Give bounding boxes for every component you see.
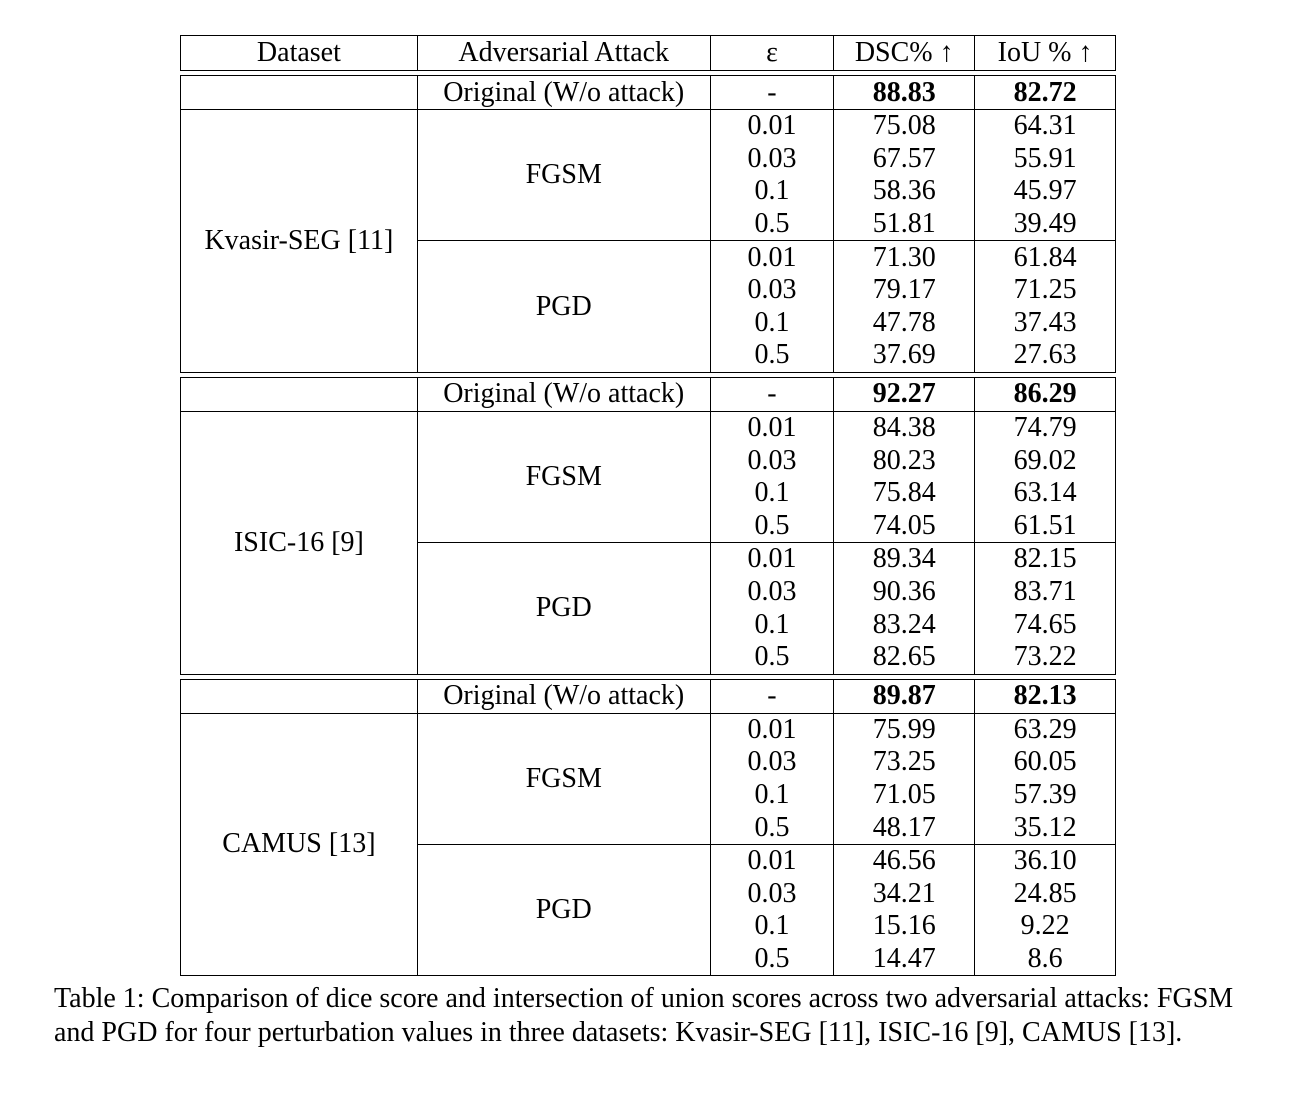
cell-dsc: 89.34 (834, 543, 975, 576)
cell-dsc: 80.23 (834, 444, 975, 477)
header-epsilon: ε (710, 36, 834, 71)
cell-epsilon: 0.1 (710, 175, 834, 208)
cell-iou: 74.65 (975, 608, 1116, 641)
empty-cell (181, 76, 418, 110)
cell-dsc: 75.84 (834, 477, 975, 510)
original-iou: 86.29 (975, 377, 1116, 411)
cell-iou: 60.05 (975, 746, 1116, 779)
original-label: Original (W/o attack) (417, 76, 710, 110)
header-iou: IoU % ↑ (975, 36, 1116, 71)
cell-dsc: 73.25 (834, 746, 975, 779)
cell-iou: 64.31 (975, 110, 1116, 143)
cell-epsilon: 0.1 (710, 910, 834, 943)
cell-dsc: 15.16 (834, 910, 975, 943)
cell-epsilon: 0.03 (710, 746, 834, 779)
results-table (180, 35, 1116, 976)
cell-iou: 82.15 (975, 543, 1116, 576)
cell-dsc: 46.56 (834, 844, 975, 877)
table-caption: Table 1: Comparison of dice score and intersection of union scores across two adversarial attacks: FGSM and PGD for four perturbation values in three datasets: Kvasir-SEG [11], ISIC-16 [9], CAMUS [13]. (54, 983, 1234, 1048)
cell-iou: 9.22 (975, 910, 1116, 943)
cell-iou: 35.12 (975, 811, 1116, 844)
cell-dsc: 84.38 (834, 411, 975, 444)
cell-epsilon: 0.03 (710, 444, 834, 477)
cell-iou: 74.79 (975, 411, 1116, 444)
cell-dsc: 74.05 (834, 510, 975, 543)
original-row (181, 679, 1116, 713)
attack-name: FGSM (417, 411, 710, 542)
cell-dsc: 79.17 (834, 274, 975, 307)
empty-cell (181, 679, 418, 713)
cell-dsc: 14.47 (834, 943, 975, 976)
cell-epsilon: 0.01 (710, 241, 834, 274)
cell-iou: 36.10 (975, 844, 1116, 877)
cell-iou: 27.63 (975, 339, 1116, 372)
cell-iou: 73.22 (975, 641, 1116, 674)
dataset-name: ISIC-16 [9] (181, 411, 418, 674)
cell-iou: 8.6 (975, 943, 1116, 976)
cell-iou: 83.71 (975, 576, 1116, 609)
attack-name: FGSM (417, 713, 710, 844)
cell-iou: 24.85 (975, 877, 1116, 910)
cell-epsilon: 0.01 (710, 110, 834, 143)
original-dsc: 92.27 (834, 377, 975, 411)
cell-dsc: 71.05 (834, 779, 975, 812)
cell-iou: 63.29 (975, 713, 1116, 746)
cell-iou: 37.43 (975, 307, 1116, 340)
cell-epsilon: 0.5 (710, 811, 834, 844)
header-dsc: DSC% ↑ (834, 36, 975, 71)
header-dataset: Dataset (181, 36, 418, 71)
cell-iou: 45.97 (975, 175, 1116, 208)
cell-dsc: 47.78 (834, 307, 975, 340)
original-dsc: 89.87 (834, 679, 975, 713)
cell-iou: 69.02 (975, 444, 1116, 477)
cell-dsc: 82.65 (834, 641, 975, 674)
attack-name: PGD (417, 543, 710, 674)
cell-epsilon: 0.1 (710, 307, 834, 340)
dataset-name: Kvasir-SEG [11] (181, 110, 418, 373)
original-label: Original (W/o attack) (417, 377, 710, 411)
table-row (181, 110, 1116, 143)
table-row (181, 713, 1116, 746)
table-header (181, 36, 1116, 71)
header-attack: Adversarial Attack (417, 36, 710, 71)
table-row (181, 411, 1116, 444)
cell-dsc: 71.30 (834, 241, 975, 274)
cell-iou: 71.25 (975, 274, 1116, 307)
original-label: Original (W/o attack) (417, 679, 710, 713)
header-row (181, 36, 1116, 71)
cell-epsilon: 0.03 (710, 274, 834, 307)
cell-dsc: 83.24 (834, 608, 975, 641)
cell-epsilon: 0.5 (710, 641, 834, 674)
attack-name: PGD (417, 241, 710, 372)
cell-epsilon: 0.1 (710, 477, 834, 510)
cell-epsilon: 0.5 (710, 208, 834, 241)
cell-epsilon: 0.03 (710, 877, 834, 910)
original-row (181, 377, 1116, 411)
cell-epsilon: 0.1 (710, 608, 834, 641)
cell-dsc: 67.57 (834, 143, 975, 176)
attack-name: PGD (417, 844, 710, 975)
cell-dsc: 75.99 (834, 713, 975, 746)
cell-iou: 63.14 (975, 477, 1116, 510)
cell-epsilon: 0.5 (710, 339, 834, 372)
dataset-name: CAMUS [13] (181, 713, 418, 976)
cell-epsilon: 0.5 (710, 510, 834, 543)
cell-dsc: 51.81 (834, 208, 975, 241)
cell-iou: 61.51 (975, 510, 1116, 543)
original-epsilon: - (710, 377, 834, 411)
cell-dsc: 37.69 (834, 339, 975, 372)
cell-epsilon: 0.01 (710, 411, 834, 444)
original-iou: 82.13 (975, 679, 1116, 713)
cell-dsc: 34.21 (834, 877, 975, 910)
cell-epsilon: 0.01 (710, 543, 834, 576)
cell-epsilon: 0.03 (710, 143, 834, 176)
original-dsc: 88.83 (834, 76, 975, 110)
cell-epsilon: 0.1 (710, 779, 834, 812)
cell-iou: 39.49 (975, 208, 1116, 241)
original-iou: 82.72 (975, 76, 1116, 110)
cell-dsc: 58.36 (834, 175, 975, 208)
table-body (181, 71, 1116, 976)
cell-epsilon: 0.5 (710, 943, 834, 976)
cell-dsc: 90.36 (834, 576, 975, 609)
attack-name: FGSM (417, 110, 710, 241)
original-epsilon: - (710, 76, 834, 110)
cell-epsilon: 0.01 (710, 713, 834, 746)
original-row (181, 76, 1116, 110)
cell-dsc: 48.17 (834, 811, 975, 844)
cell-epsilon: 0.01 (710, 844, 834, 877)
cell-iou: 55.91 (975, 143, 1116, 176)
cell-iou: 57.39 (975, 779, 1116, 812)
original-epsilon: - (710, 679, 834, 713)
empty-cell (181, 377, 418, 411)
cell-epsilon: 0.03 (710, 576, 834, 609)
cell-iou: 61.84 (975, 241, 1116, 274)
cell-dsc: 75.08 (834, 110, 975, 143)
